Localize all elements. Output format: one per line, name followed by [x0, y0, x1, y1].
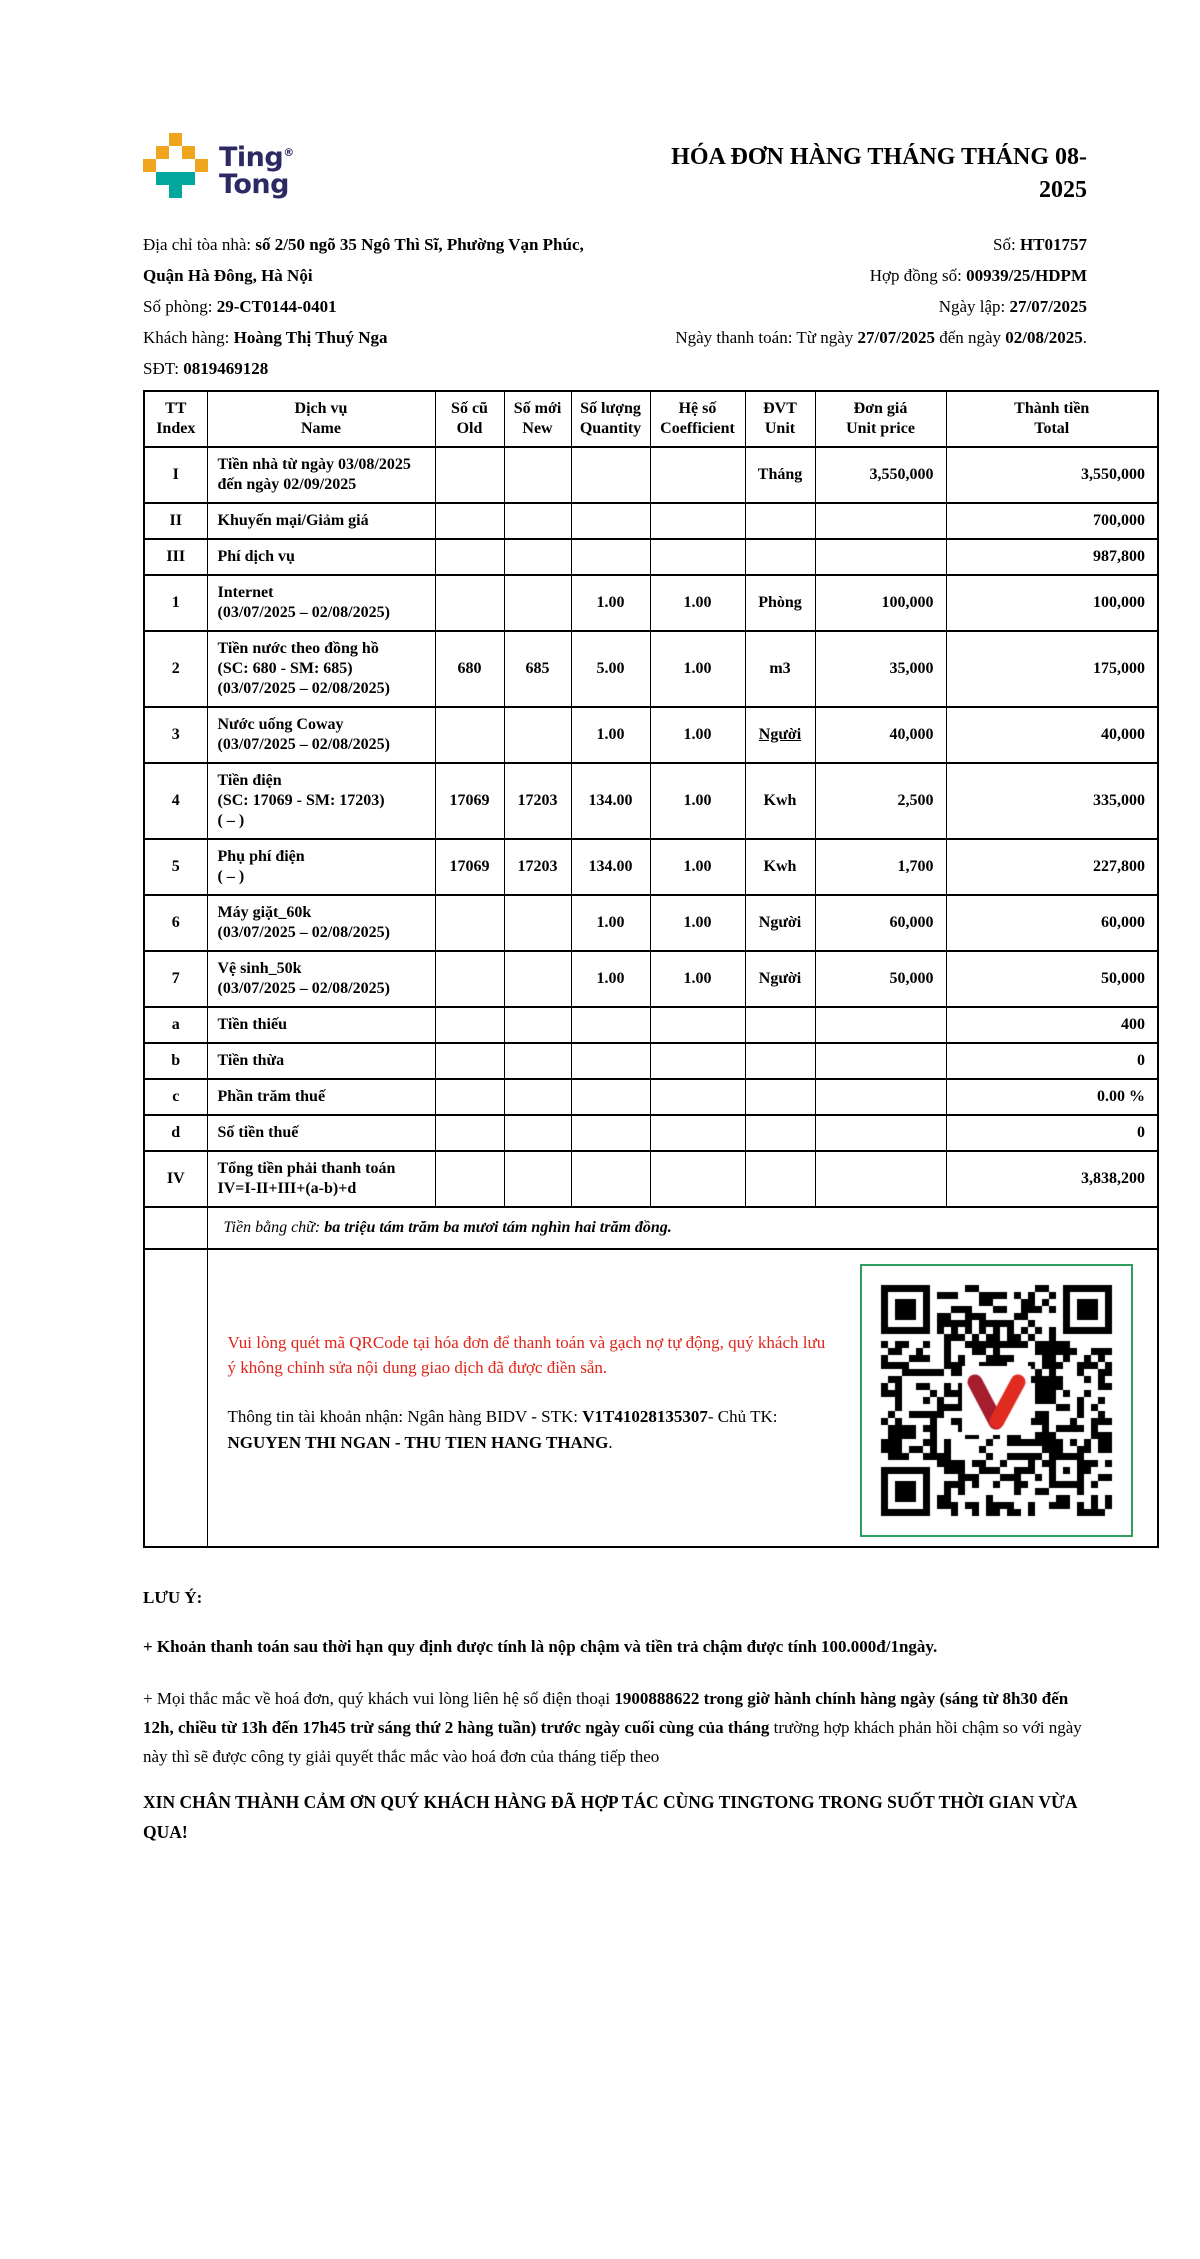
- cell-index: 5: [144, 839, 207, 895]
- cell-new: [504, 1043, 571, 1079]
- cell-total: 700,000: [946, 503, 1158, 539]
- cell-quantity: [571, 1043, 650, 1079]
- cell-index: I: [144, 447, 207, 503]
- column-header-en: Index: [156, 420, 196, 437]
- service-name-line: ( – ): [217, 868, 245, 885]
- cell-coefficient: [650, 447, 745, 503]
- text-segment: Ngày lập:: [938, 297, 1010, 316]
- cell-index: IV: [144, 1151, 207, 1207]
- cell-total: 400: [946, 1007, 1158, 1043]
- text-segment: .: [1082, 328, 1087, 347]
- cell-coefficient: 1.00: [650, 707, 745, 763]
- text-segment: Ngày thanh toán: Từ ngày: [675, 328, 858, 347]
- cell-index: b: [144, 1043, 207, 1079]
- cell-new: [504, 1151, 571, 1207]
- cell-service-name: [207, 1151, 435, 1207]
- service-name-line: (03/07/2025 – 02/08/2025): [217, 680, 390, 697]
- text-segment: Số phòng:: [143, 297, 217, 316]
- cell-quantity: [571, 1007, 650, 1043]
- text-segment: Hợp đồng số:: [869, 266, 967, 285]
- invoice-header: [143, 133, 1157, 207]
- cell-coefficient: 1.00: [650, 763, 745, 839]
- column-header-en: New: [522, 420, 553, 437]
- cell-index: 6: [144, 895, 207, 951]
- cell-unit-price: [815, 1007, 946, 1043]
- cell-new: [504, 503, 571, 539]
- cell-total: 40,000: [946, 707, 1158, 763]
- cell-index: II: [144, 503, 207, 539]
- cell-unit-price: [815, 1115, 946, 1151]
- account-info: [228, 1404, 838, 1456]
- service-name-line: Tiền thiếu: [217, 1016, 287, 1033]
- amount-in-words-label: Tiền bằng chữ:: [223, 1219, 325, 1236]
- cell-old: 17069: [435, 763, 504, 839]
- cell-total: 987,800: [946, 539, 1158, 575]
- column-header: [815, 391, 946, 447]
- cell-unit-price: [815, 1043, 946, 1079]
- cell-unit-price: [815, 503, 946, 539]
- qr-row: [144, 1249, 1158, 1547]
- service-name-line: IV=I-II+III+(a-b)+d: [217, 1180, 357, 1197]
- text-segment: Khách hàng:: [143, 328, 234, 347]
- column-header-vi: TT: [165, 400, 187, 417]
- cell-service-name: [207, 575, 435, 631]
- qr-code-canvas: [877, 1281, 1116, 1520]
- table-header-row: [144, 391, 1158, 447]
- text-segment: số 2/50 ngõ 35 Ngô Thì Sĩ, Phường Vạn Phúc,: [255, 235, 584, 254]
- table-row: [144, 631, 1158, 707]
- column-header-vi: Dịch vụ: [294, 400, 348, 417]
- cell-service-name: [207, 447, 435, 503]
- cell-total: 100,000: [946, 575, 1158, 631]
- table-row: [144, 763, 1158, 839]
- cell-quantity: [571, 503, 650, 539]
- service-name-line: Vệ sinh_50k: [217, 960, 302, 977]
- cell-coefficient: 1.00: [650, 631, 745, 707]
- service-name-line: (SC: 17069 - SM: 17203): [217, 792, 385, 809]
- services-table: [143, 390, 1159, 1548]
- payment-cell: [207, 1249, 1158, 1547]
- cell-quantity: 1.00: [571, 575, 650, 631]
- cell-coefficient: [650, 539, 745, 575]
- cell-quantity: 5.00: [571, 631, 650, 707]
- column-header-vi: ĐVT: [763, 400, 797, 417]
- thanks-note: XIN CHÂN THÀNH CẢM ƠN QUÝ KHÁCH HÀNG ĐÃ HỢP TÁC CÙNG TINGTONG TRONG SUỐT THỜI GIAN VỪA QUA!: [143, 1792, 1077, 1842]
- cell-unit: [745, 503, 815, 539]
- cell-old: [435, 895, 504, 951]
- cell-new: [504, 447, 571, 503]
- cell-service-name: [207, 1079, 435, 1115]
- cell-quantity: [571, 1151, 650, 1207]
- text-segment: V1T41028135307: [582, 1407, 708, 1426]
- cell-old: [435, 1115, 504, 1151]
- cell-old: 680: [435, 631, 504, 707]
- cell-coefficient: [650, 1007, 745, 1043]
- column-header: [650, 391, 745, 447]
- cell-unit: Người: [745, 707, 815, 763]
- empty-index-cell: [144, 1207, 207, 1249]
- cell-unit-price: [815, 1151, 946, 1207]
- text-segment: 1900888622 trong giờ hành chính hàng ngày (sáng từ 8h30 đến 12h, chiều từ 13h đến 17h45 trừ sáng thứ 2 hàng tuần): [143, 1689, 1069, 1737]
- cell-unit: [745, 1151, 815, 1207]
- service-name-line: (03/07/2025 – 02/08/2025): [217, 924, 390, 941]
- registered-mark: ®: [283, 146, 294, 159]
- cell-new: 17203: [504, 839, 571, 895]
- cell-quantity: [571, 539, 650, 575]
- service-name-line: (03/07/2025 – 02/08/2025): [217, 604, 390, 621]
- cell-unit-price: 1,700: [815, 839, 946, 895]
- text-segment: + Mọi thắc mắc về hoá đơn, quý khách vui lòng liên hệ số điện thoại: [143, 1689, 615, 1708]
- text-segment: trước ngày cuối cùng của tháng: [536, 1718, 770, 1737]
- cell-coefficient: [650, 1151, 745, 1207]
- column-header-vi: Số lượng: [580, 400, 641, 417]
- cell-unit-price: 2,500: [815, 763, 946, 839]
- cell-service-name: [207, 895, 435, 951]
- text-segment: Quận Hà Đông, Hà Nội: [143, 266, 313, 285]
- cell-coefficient: [650, 1115, 745, 1151]
- cell-service-name: [207, 631, 435, 707]
- cell-new: [504, 951, 571, 1007]
- info-line: [612, 260, 1087, 291]
- cell-service-name: [207, 503, 435, 539]
- service-name-line: ( – ): [217, 812, 245, 829]
- cell-service-name: [207, 539, 435, 575]
- text-segment: 27/07/2025: [857, 328, 935, 347]
- cell-new: [504, 895, 571, 951]
- cell-index: 7: [144, 951, 207, 1007]
- cell-new: [504, 707, 571, 763]
- cell-unit: Người: [745, 895, 815, 951]
- text-segment: 27/07/2025: [1009, 297, 1087, 316]
- cell-unit: Người: [745, 951, 815, 1007]
- building-info: [143, 229, 608, 384]
- service-name-line: Nước uống Coway: [217, 716, 344, 733]
- cell-old: [435, 539, 504, 575]
- text-segment: NGUYEN THI NGAN - THU TIEN HANG THANG: [227, 1433, 609, 1452]
- service-name-line: Tiền điện: [217, 772, 282, 789]
- text-segment: - Chủ TK:: [707, 1407, 778, 1426]
- amount-in-words-row: [144, 1207, 1158, 1249]
- info-line: [143, 229, 608, 260]
- cell-index: 3: [144, 707, 207, 763]
- column-header: [435, 391, 504, 447]
- table-row: [144, 575, 1158, 631]
- service-name-line: Số tiền thuế: [217, 1124, 299, 1141]
- column-header-vi: Đơn giá: [853, 400, 908, 417]
- table-row: [144, 1151, 1158, 1207]
- column-header: [745, 391, 815, 447]
- cell-total: 335,000: [946, 763, 1158, 839]
- cell-old: [435, 1151, 504, 1207]
- service-name-line: đến ngày 02/09/2025: [217, 476, 357, 493]
- cell-coefficient: 1.00: [650, 575, 745, 631]
- column-header: [946, 391, 1158, 447]
- text-segment: Thông tin tài khoản nhận: Ngân hàng BIDV - STK:: [227, 1407, 583, 1426]
- cell-unit: Kwh: [745, 839, 815, 895]
- column-header-en: Old: [456, 420, 483, 437]
- cell-unit: Tháng: [745, 447, 815, 503]
- cell-new: 17203: [504, 763, 571, 839]
- column-header-vi: Số cũ: [451, 400, 488, 417]
- notes-section: [143, 1588, 1157, 1847]
- cell-service-name: [207, 839, 435, 895]
- text-segment: Địa chỉ tòa nhà:: [143, 235, 256, 254]
- cell-quantity: 134.00: [571, 763, 650, 839]
- cell-total: 50,000: [946, 951, 1158, 1007]
- late-payment-note: + Khoản thanh toán sau thời hạn quy định được tính là nộp chậm và tiền trả chậm được tính 100.000đ/1ngày.: [143, 1637, 938, 1656]
- column-header: [207, 391, 435, 447]
- column-header-en: Quantity: [579, 420, 642, 437]
- cell-total: 0.00 %: [946, 1079, 1158, 1115]
- cell-unit: [745, 1007, 815, 1043]
- payment-instructions: [228, 1330, 838, 1456]
- table-row: [144, 539, 1158, 575]
- brand-name: [219, 139, 294, 198]
- cell-unit-price: 3,550,000: [815, 447, 946, 503]
- cell-unit-price: 40,000: [815, 707, 946, 763]
- cell-new: [504, 1115, 571, 1151]
- cell-old: [435, 575, 504, 631]
- cell-old: [435, 1007, 504, 1043]
- cell-old: [435, 503, 504, 539]
- service-name-line: Internet: [217, 584, 274, 601]
- cell-quantity: 1.00: [571, 951, 650, 1007]
- info-line: [612, 291, 1087, 322]
- table-row: [144, 447, 1158, 503]
- cell-total: 3,550,000: [946, 447, 1158, 503]
- notes-heading: LƯU Ý:: [143, 1588, 203, 1607]
- text-segment: 29-CT0144-0401: [216, 297, 337, 316]
- cell-total: 227,800: [946, 839, 1158, 895]
- column-header-vi: Hệ số: [678, 400, 717, 417]
- cell-total: 0: [946, 1115, 1158, 1151]
- cell-new: [504, 1007, 571, 1043]
- column-header-vi: Thành tiền: [1014, 400, 1090, 417]
- text-segment: 02/08/2025: [1005, 328, 1083, 347]
- column-header: [504, 391, 571, 447]
- service-name-line: Phụ phí điện: [217, 848, 305, 865]
- service-name-line: Tiền nhà từ ngày 03/08/2025: [217, 456, 411, 473]
- table-row: [144, 1115, 1158, 1151]
- table-row: [144, 895, 1158, 951]
- tingtong-logo: [143, 133, 294, 198]
- info-line: [143, 322, 608, 353]
- column-header-en: Coefficient: [660, 420, 735, 437]
- column-header: [571, 391, 650, 447]
- table-row: [144, 1043, 1158, 1079]
- text-segment: 00939/25/HDPM: [966, 266, 1087, 285]
- cell-service-name: [207, 1115, 435, 1151]
- amount-in-words-value: ba triệu tám trăm ba mươi tám nghìn hai trăm đồng.: [324, 1219, 672, 1236]
- text-segment: 0819469128: [183, 359, 269, 378]
- info-line: [143, 291, 608, 322]
- cell-old: 17069: [435, 839, 504, 895]
- service-name-line: Khuyến mại/Giảm giá: [217, 512, 369, 529]
- cell-coefficient: [650, 503, 745, 539]
- column-header-en: Total: [1034, 420, 1070, 437]
- cell-unit: [745, 1115, 815, 1151]
- column-header-vi: Số mới: [513, 400, 562, 417]
- info-line: [612, 322, 1087, 353]
- column-header: [144, 391, 207, 447]
- cell-quantity: [571, 1079, 650, 1115]
- cell-unit-price: [815, 1079, 946, 1115]
- cell-index: III: [144, 539, 207, 575]
- cell-index: 4: [144, 763, 207, 839]
- table-row: [144, 503, 1158, 539]
- info-line: [143, 353, 608, 384]
- cell-old: [435, 951, 504, 1007]
- table-row: [144, 707, 1158, 763]
- cell-coefficient: 1.00: [650, 839, 745, 895]
- cell-old: [435, 1079, 504, 1115]
- table-row: [144, 951, 1158, 1007]
- cell-quantity: 1.00: [571, 895, 650, 951]
- column-header-en: Unit price: [846, 420, 915, 437]
- info-line: [612, 229, 1087, 260]
- cell-service-name: [207, 763, 435, 839]
- cell-quantity: 134.00: [571, 839, 650, 895]
- service-name-line: Phí dịch vụ: [217, 548, 295, 565]
- cell-index: a: [144, 1007, 207, 1043]
- cell-coefficient: [650, 1079, 745, 1115]
- text-segment: SĐT:: [143, 359, 184, 378]
- service-name-line: Tiền thừa: [217, 1052, 285, 1069]
- cell-total: 60,000: [946, 895, 1158, 951]
- table-footer-rows: [144, 1207, 1158, 1547]
- cell-quantity: [571, 1115, 650, 1151]
- cell-total: 175,000: [946, 631, 1158, 707]
- service-name-line: (SC: 680 - SM: 685): [217, 660, 353, 677]
- service-name-line: (03/07/2025 – 02/08/2025): [217, 980, 390, 997]
- text-segment: đến ngày: [934, 328, 1006, 347]
- cell-unit: Phòng: [745, 575, 815, 631]
- empty-index-cell: [144, 1249, 207, 1547]
- column-header-en: Name: [301, 420, 341, 437]
- contact-note: [143, 1684, 1087, 1771]
- cell-unit-price: 35,000: [815, 631, 946, 707]
- cell-service-name: [207, 1007, 435, 1043]
- cell-unit-price: 100,000: [815, 575, 946, 631]
- service-name-line: Tổng tiền phải thanh toán: [217, 1160, 396, 1177]
- table-row: [144, 839, 1158, 895]
- tingtong-logo-icon: [143, 133, 208, 198]
- invoice-title: HÓA ĐƠN HÀNG THÁNG THÁNG 08-2025: [671, 144, 1087, 203]
- cell-old: [435, 447, 504, 503]
- qr-code-box: [860, 1264, 1133, 1537]
- cell-quantity: [571, 447, 650, 503]
- service-name-line: Phần trăm thuế: [217, 1088, 326, 1105]
- cell-service-name: [207, 707, 435, 763]
- cell-unit-price: 60,000: [815, 895, 946, 951]
- service-name-line: (03/07/2025 – 02/08/2025): [217, 736, 390, 753]
- invoice-info: [143, 229, 1157, 384]
- qr-scan-note: Vui lòng quét mã QRCode tại hóa đơn để thanh toán và gạch nợ tự động, quý khách lưu ý không chỉnh sửa nội dung giao dịch đã được điền sẵn.: [227, 1333, 826, 1377]
- text-segment: Số:: [993, 235, 1020, 254]
- cell-old: [435, 707, 504, 763]
- cell-new: 685: [504, 631, 571, 707]
- cell-new: [504, 539, 571, 575]
- info-line: [143, 260, 608, 291]
- cell-unit-price: [815, 539, 946, 575]
- column-header-en: Unit: [764, 420, 796, 437]
- cell-index: 2: [144, 631, 207, 707]
- cell-service-name: [207, 951, 435, 1007]
- text-segment: HT01757: [1019, 235, 1087, 254]
- cell-new: [504, 575, 571, 631]
- cell-unit: [745, 539, 815, 575]
- cell-unit: [745, 1079, 815, 1115]
- cell-quantity: 1.00: [571, 707, 650, 763]
- brand-word-2: Tong: [219, 169, 289, 200]
- cell-index: d: [144, 1115, 207, 1151]
- cell-total: 0: [946, 1043, 1158, 1079]
- amount-in-words-cell: [207, 1207, 1158, 1249]
- cell-coefficient: 1.00: [650, 951, 745, 1007]
- service-name-line: Máy giặt_60k: [217, 904, 312, 921]
- cell-coefficient: 1.00: [650, 895, 745, 951]
- cell-service-name: [207, 1043, 435, 1079]
- cell-coefficient: [650, 1043, 745, 1079]
- cell-unit-price: 50,000: [815, 951, 946, 1007]
- table-row: [144, 1007, 1158, 1043]
- cell-index: c: [144, 1079, 207, 1115]
- cell-new: [504, 1079, 571, 1115]
- cell-unit: [745, 1043, 815, 1079]
- cell-unit: Kwh: [745, 763, 815, 839]
- text-segment: Hoàng Thị Thuý Nga: [233, 328, 388, 347]
- invoice-meta: [612, 229, 1087, 384]
- table-body: [144, 447, 1158, 1207]
- invoice-page: [143, 133, 1157, 1847]
- table-row: [144, 1079, 1158, 1115]
- text-segment: .: [608, 1433, 613, 1452]
- cell-old: [435, 1043, 504, 1079]
- cell-unit: m3: [745, 631, 815, 707]
- cell-total: 3,838,200: [946, 1151, 1158, 1207]
- service-name-line: Tiền nước theo đồng hồ: [217, 640, 379, 657]
- brand-word-1: Ting: [219, 142, 284, 173]
- text-segment: trường hợp khách phản hồi chậm so với ngày này thì sẽ được công ty giải quyết thắc mắc vào hoá đơn của tháng tiếp theo: [143, 1718, 1082, 1766]
- cell-index: 1: [144, 575, 207, 631]
